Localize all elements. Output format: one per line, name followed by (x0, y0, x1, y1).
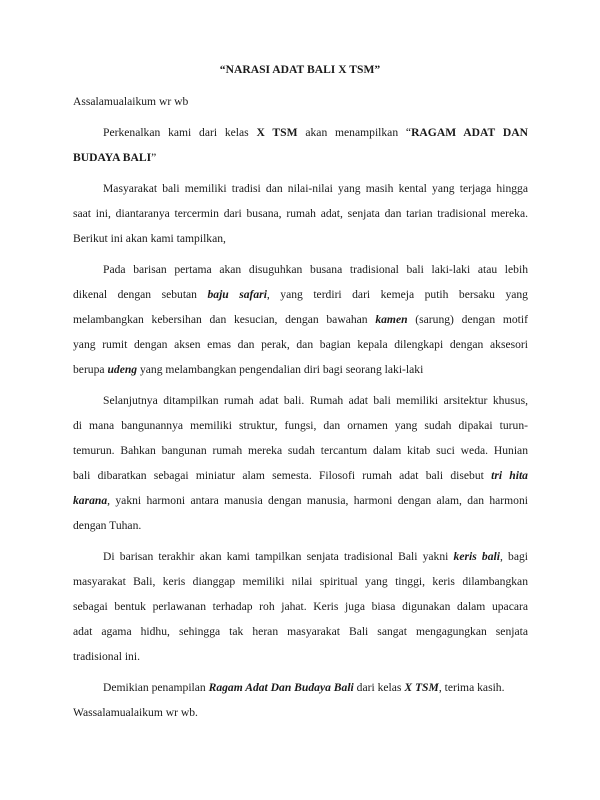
term: keris bali (453, 550, 500, 563)
paragraph-5-line-1 (73, 550, 528, 564)
paragraph-3-line-3 (73, 313, 528, 327)
paragraph-intro-line-2 (73, 151, 528, 165)
paragraph-4-line-5 (73, 494, 528, 508)
class-name: X TSM (404, 681, 439, 694)
paragraph-5-line-5: tradisional ini. (73, 650, 140, 663)
paragraph-5-line-4: adat agama hidhu, sehingga tak heran masyarakat Bali sangat mengagungkan senjata (73, 625, 528, 638)
paragraph-2-line-2: saat ini, diantaranya tercermin dari busana, rumah adat, senjata dan tarian tradisional mereka. (73, 207, 528, 220)
text: yang melambangkan pengendalian diri bagi seorang laki-laki (137, 363, 424, 376)
paragraph-4-line-4 (73, 469, 528, 483)
paragraph-3-line-4: yang rumit dengan aksen emas dan perak, dan bagian kepala dilengkapi dengan aksesori (73, 338, 528, 351)
paragraph-2-line-1: Masyarakat bali memiliki tradisi dan nilai-nilai yang masih kental yang terjaga hingga (103, 182, 528, 195)
paragraph-3-line-2 (73, 288, 528, 302)
text: Perkenalkan kami dari kelas (103, 126, 257, 139)
text: berupa (73, 363, 108, 376)
term: udeng (107, 363, 138, 376)
show-title: Ragam Adat Dan Budaya Bali (208, 681, 354, 694)
paragraph-4-line-2: di mana bangunannya memiliki struktur, fungsi, dan ornamen yang sudah dipakai turun- (73, 419, 528, 432)
show-title: RAGAM ADAT DAN (411, 126, 528, 139)
term: tri hita (491, 469, 528, 482)
paragraph-3-line-5 (73, 363, 528, 377)
paragraph-2-line-3: Berikut ini akan kami tampilkan, (73, 232, 226, 245)
closing-greeting: Wassalamualaikum wr wb. (73, 706, 198, 719)
paragraph-5-line-2: masyarakat Bali, keris dianggap memiliki nilai spiritual yang tinggi, keris dilambangkan (73, 575, 528, 588)
term: karana (73, 494, 108, 507)
term: baju safari (207, 288, 267, 301)
text: Demikian penampilan (103, 681, 209, 694)
text: Di barisan terakhir akan kami tampilkan senjata tradisional Bali yakni (103, 550, 454, 563)
paragraph-intro-line-1 (73, 126, 528, 140)
text: , yang terdiri dari kemeja putih bersaku yang (266, 288, 528, 301)
paragraph-4-line-6: dengan Tuhan. (73, 519, 142, 532)
text: akan menampilkan “ (297, 126, 412, 139)
class-name: X TSM (256, 126, 298, 139)
text: (sarung) dengan motif (407, 313, 528, 326)
text: bali dibaratkan sebagai miniatur alam semesta. Filosofi rumah adat bali disebut (73, 469, 492, 482)
text: ” (151, 151, 157, 164)
term: kamen (375, 313, 408, 326)
paragraph-4-line-3: temurun. Bahkan bangunan rumah mereka sudah tercantum dalam kitab suci weda. Hunian (73, 444, 528, 457)
text: , yakni harmoni antara manusia dengan manusia, harmoni dengan alam, dan harmoni (107, 494, 528, 507)
text: dikenal dengan sebutan (73, 288, 208, 301)
paragraph-4-line-1: Selanjutnya ditampilkan rumah adat bali. Rumah adat bali memiliki arsitektur khusus, (103, 394, 528, 407)
text: , terima kasih. (438, 681, 505, 694)
show-title: BUDAYA BALI (73, 151, 152, 164)
text: dari kelas (353, 681, 405, 694)
document-title: “NARASI ADAT BALI X TSM” (219, 63, 381, 76)
paragraph-5-line-3: sebagai bentuk perlawanan terhadap roh jahat. Keris juga biasa digunakan dalam upacara (73, 600, 528, 613)
paragraph-closing-line (73, 681, 528, 695)
greeting: Assalamualaikum wr wb (73, 95, 189, 108)
text: , bagi (499, 550, 528, 563)
text: melambangkan kebersihan dan kesucian, dengan bawahan (73, 313, 376, 326)
paragraph-3-line-1: Pada barisan pertama akan disuguhkan busana tradisional bali laki-laki atau lebih (103, 263, 528, 276)
